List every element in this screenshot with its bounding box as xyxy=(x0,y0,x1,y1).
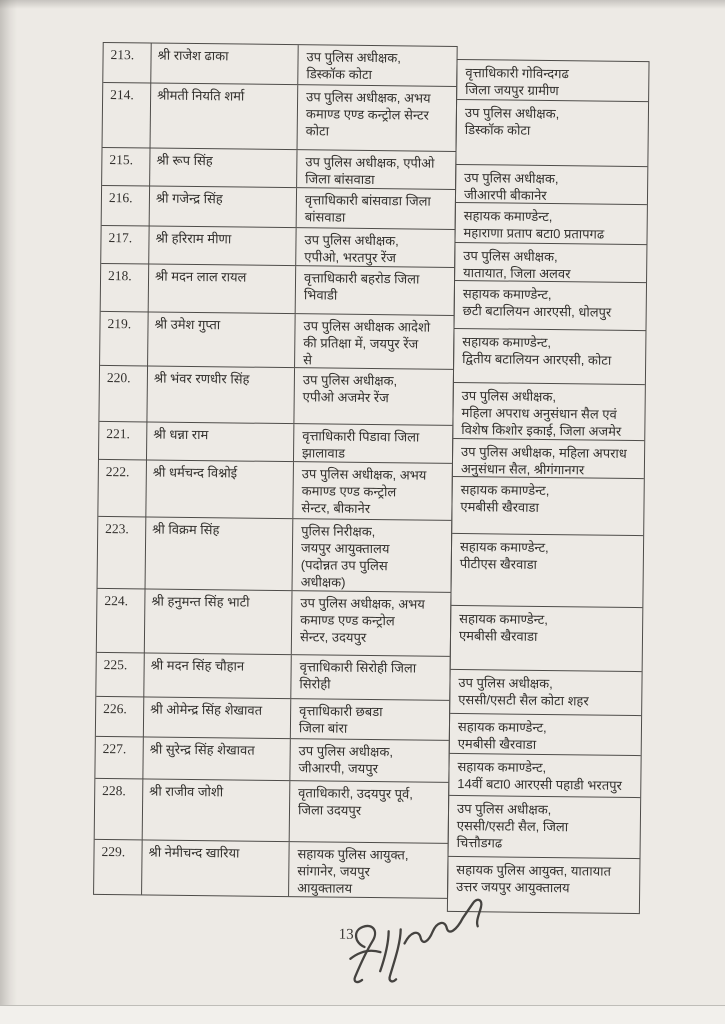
new-post: सहायक कमाण्डेन्ट, एमबीसी खैरवाडा xyxy=(451,606,643,672)
table-row xyxy=(102,186,455,230)
current-post: उप पुलिस अधीक्षक, जीआरपी, जयपुर xyxy=(298,743,394,777)
current-post: उप पुलिस अधीक्षक, एपीओ, भरतपुर रेंज xyxy=(304,232,399,266)
new-post: उप पुलिस अधीक्षक, जीआरपी बीकानेर xyxy=(456,165,647,205)
current-post: सहायक पुलिस आयुक्त, सांगानेर, जयपुर आयुक्तालय xyxy=(297,846,409,896)
current-post: उप पुलिस अधीक्षक आदेशो की प्रतिक्षा में, जयपुर रेंज से xyxy=(303,318,431,368)
current-post: वृत्ताधिकारी छबडा जिला बांरा xyxy=(298,703,383,736)
current-post: वृत्ताधिकारी सिरोही जिला सिरोही xyxy=(299,659,417,692)
current-post: उप पुलिस अधीक्षक, अभय कमाण्ड एण्ड कन्ट्रोल सेन्टर, उदयपुर xyxy=(299,595,425,645)
current-post: वृताधिकारी, उदयपुर पूर्व, जिला उदयपुर xyxy=(297,785,414,818)
table-row xyxy=(100,312,454,370)
table-row xyxy=(101,264,455,316)
officer-name: श्री धन्ना राम xyxy=(147,422,294,461)
table-row xyxy=(103,43,456,87)
serial-number: 221. xyxy=(99,422,147,460)
serial-number: 213. xyxy=(103,43,151,83)
new-post: सहायक पुलिस आयुक्त, यातायात उत्तर जयपुर आयुक्तालय xyxy=(456,862,612,896)
current-post: वृत्ताधिकारी बांसवाडा जिला बांसवाडा xyxy=(304,192,431,225)
current-post: उप पुलिस अधीक्षक, अभय कमाण्ड एण्ड कन्ट्रोल सेन्टर, बीकानेर xyxy=(301,466,427,517)
table-row xyxy=(95,737,448,783)
table-row xyxy=(103,83,457,152)
page-number: 13 xyxy=(338,926,354,943)
table-row xyxy=(99,422,452,464)
serial-number: 226. xyxy=(96,697,144,737)
new-post: उप पुलिस अधीक्षक, यातायात, जिला अलवर xyxy=(455,243,646,283)
officer-name: श्री विक्रम सिंह xyxy=(146,517,294,590)
serial-number: 227. xyxy=(95,737,143,779)
table-row xyxy=(98,460,452,521)
officer-name: श्री ओमेन्द्र सिंह शेखावत xyxy=(144,697,291,738)
serial-number: 229. xyxy=(94,840,143,895)
table-row xyxy=(99,366,453,426)
officer-name: श्री मदन लाल रायल xyxy=(149,264,297,313)
table-row xyxy=(96,697,449,741)
officer-name: श्री गजेन्द्र सिंह xyxy=(150,186,297,227)
serial-number: 220. xyxy=(99,366,148,422)
serial-number: 223. xyxy=(98,517,147,589)
serial-number: 217. xyxy=(101,226,149,264)
officer-name: श्री उमेश गुप्ता xyxy=(148,312,296,367)
transfer-table-new-post-column xyxy=(447,59,650,914)
table-row xyxy=(95,779,449,844)
new-post: उप पुलिस अधीक्षक, एससी/एसटी सैल कोटा शहर xyxy=(450,670,641,716)
table-row xyxy=(98,517,452,593)
officer-name: श्री रूप सिंह xyxy=(150,148,297,187)
serial-number: 228. xyxy=(95,779,144,840)
new-post: वृत्ताधिकारी गोविन्दगढ जिला जयपुर ग्रामीण xyxy=(457,60,648,102)
new-post: सहायक कमाण्डेन्ट, एमबीसी खैरवाडा xyxy=(452,477,644,536)
new-post: सहायक कमाण्डेन्ट, द्वितीय बटालियन आरएसी, कोटा xyxy=(454,329,646,385)
serial-number: 214. xyxy=(103,83,152,148)
new-post: सहायक कमाण्डेन्ट, पीटीएस खैरवाडा xyxy=(451,534,643,608)
new-post: सहायक कमाण्डेन्ट, 14वीं बटा0 आरएसी पहाडी भरतपुर xyxy=(449,754,640,798)
officer-name: श्री राजेश ढाका xyxy=(151,43,298,84)
serial-number: 215. xyxy=(102,148,150,186)
serial-number: 216. xyxy=(102,186,150,226)
officer-name: श्री धर्मचन्द विश्नोई xyxy=(146,460,294,518)
new-post: उप पुलिस अधीक्षक, डिस्कॉक कोटा xyxy=(456,100,648,167)
serial-number: 219. xyxy=(100,312,149,366)
current-post: वृत्ताधिकारी पिडावा जिला झालावाड xyxy=(301,428,420,461)
officer-name: श्री मदन सिंह चौहान xyxy=(144,653,291,698)
table-row xyxy=(94,840,448,898)
signature-scribble xyxy=(342,895,503,997)
new-post: सहायक कमाण्डेन्ट, एमबीसी खैरवाडा xyxy=(450,714,641,756)
new-post: सहायक कमाण्डेन्ट, महाराणा प्रताप बटा0 प्रतापगढ xyxy=(455,203,646,245)
current-post: उप पुलिस अधीक्षक, अभय कमाण्ड एण्ड कन्ट्रोल सेन्टर कोटा xyxy=(305,89,431,139)
new-post: उप पुलिस अधीक्षक, महिला अपराध अनुसंधान सैल, श्रीगंगानगर xyxy=(453,439,644,479)
serial-number: 224. xyxy=(97,589,146,653)
table-row xyxy=(101,226,454,268)
officer-name: श्री हनुमन्त सिंह भाटी xyxy=(145,589,293,654)
new-post: सहायक कमाण्डेन्ट, छटी बटालियन आरएसी, धोलपुर xyxy=(454,281,646,331)
serial-number: 222. xyxy=(98,460,147,517)
officer-name: श्री सुरेन्द्र सिंह शेखावत xyxy=(143,737,290,780)
serial-number: 218. xyxy=(101,264,150,312)
new-post: उप पुलिस अधीक्षक, महिला अपराध अनुसंधान सैल एवं विशेष किशोर इकाई, जिला अजमेर xyxy=(453,383,645,441)
current-post: उप पुलिस अधीक्षक, डिस्कॉक कोटा xyxy=(306,49,401,82)
current-post: वृत्ताधिकारी बहरोड जिला भिवाडी xyxy=(303,270,420,303)
current-post: उप पुलिस अधीक्षक, एपीओ अजमेर रेंज xyxy=(302,372,398,406)
table-row xyxy=(97,589,451,657)
current-post: पुलिस निरीक्षक, जयपुर आयुक्तालय (पदोन्नत उप पुलिस अधीक्षक) xyxy=(300,523,390,590)
table-row xyxy=(102,148,455,190)
officer-name: श्री भंवर रणधीर सिंह xyxy=(147,366,295,423)
table-row xyxy=(96,653,449,701)
serial-number: 225. xyxy=(96,653,144,697)
new-post: उप पुलिस अधीक्षक, एससी/एसटी सैल, जिला चित्तौडगढ xyxy=(449,796,641,859)
officer-name: श्री हरिराम मीणा xyxy=(149,226,296,265)
transfer-table xyxy=(93,42,458,899)
current-post: उप पुलिस अधीक्षक, एपीओ जिला बांसवाडा xyxy=(305,154,435,188)
officer-name: श्रीमती नियति शर्मा xyxy=(151,83,299,149)
officer-name: श्री राजीव जोशी xyxy=(143,779,291,841)
officer-name: श्री नेमीचन्द खारिया xyxy=(142,840,290,896)
